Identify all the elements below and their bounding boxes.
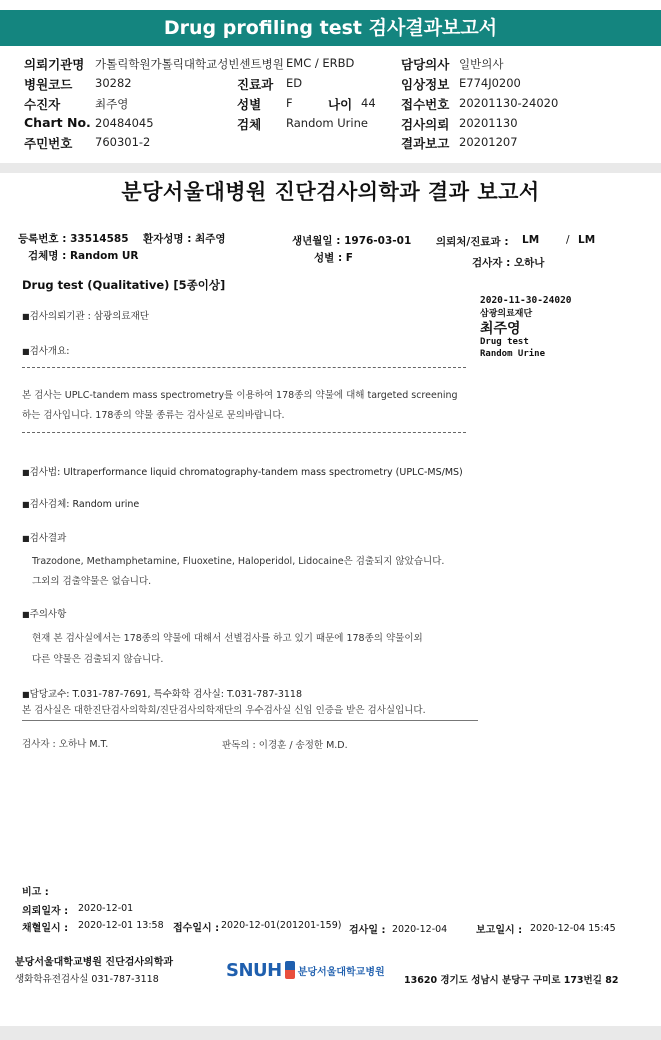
resident-no-value: 760301-2 [95,135,151,149]
address: 13620 경기도 성남시 분당구 구미로 173번길 82 [404,975,619,986]
sex-label: 성별 [237,97,262,112]
chart-no-value: 20484045 [95,116,154,130]
clinic-value: ED [286,76,303,90]
requester-label: 의뢰처/진료과 : [436,236,509,248]
collect-label: 채혈일시 : [22,923,69,934]
result-line-1: Trazodone, Methamphetamine, Fluoxetine, Haloperidol, Lidocaine은 검출되지 않았습니다. [32,556,445,567]
stamp-org: 삼광의료재단 [480,309,533,319]
method-text: 검사법: Ultraperformance liquid chromatography-tandem mass spectrometry (UPLC-MS/MS) [29,467,463,478]
patient-label: 수진자 [24,97,61,112]
receive-label: 접수일시 : [173,923,220,934]
request-date-value-footer: 2020-12-01 [78,903,134,914]
clinical-info-label: 임상정보 [401,77,450,92]
result-heading: ■검사결과 [22,533,67,544]
doctor-label: 담당의사 [401,57,450,72]
caution-heading: ■주의사항 [22,609,67,620]
logo-korean-text: 분당서울대학교병원 [297,966,385,978]
logo-mark-icon [285,961,295,979]
collect-value: 2020-12-01 13:58 [78,920,164,931]
patient-value: 최주영 [95,97,129,111]
chart-no-label: Chart No. [24,115,91,130]
sex-value: F [286,96,293,110]
overview-line-1: 본 검사는 UPLC-tandem mass spectrometry를 이용하여 178종의 약물에 대해 targeted screening [22,390,458,401]
method-section: ■검사법: Ultraperformance liquid chromatography-tandem mass spectrometry (UPLC-MS/MS) [22,467,463,478]
report-date-value: 20201207 [459,135,518,149]
dept-name: 분당서울대학교병원 진단검사의학과 [15,957,174,968]
requester-value-1: LM [522,234,540,246]
clinic-label: 진료과 [237,77,274,92]
page-bottom-band [0,1026,661,1040]
report-sex: 성별 : F [314,252,353,264]
test-date-value: 2020-12-04 [392,924,448,935]
caution-heading-text: 주의사항 [29,609,67,620]
dept-inline-value: EMC / ERBD [286,56,355,70]
section-divider [0,163,661,173]
divider-solid [22,720,478,721]
overview-heading: ■검사개요: [22,346,70,357]
result-line-2: 그외의 검출약물은 없습니다. [32,576,152,587]
request-date-label-footer: 의뢰일자 : [22,906,69,917]
hospital-code-label: 병원코드 [24,77,73,92]
age-label: 나이 [328,97,353,112]
logo-text: SNUH [226,959,282,981]
result-heading-text: 검사결과 [29,533,67,544]
report-date-label: 결과보고 [401,136,450,151]
report-time-label: 보고일시 : [476,925,523,936]
contact-text: 담당교수: T.031-787-7691, 특수화학 검사실: T.031-787-3118 [29,689,302,700]
overview-heading-text: 검사개요: [29,346,70,357]
specimen-text: 검사검체: Random urine [29,499,140,510]
overview-line-2: 하는 검사입니다. 178종의 약물 종류는 검사실로 문의바랍니다. [22,410,285,421]
note-label: 비고 : [22,887,49,898]
reviewer: 판독의 : 이경훈 / 송정한 M.D. [222,740,348,751]
hospital-code-value: 30282 [95,76,132,90]
clinical-info-value: E774J0200 [459,76,521,90]
reg-no: 등록번호 : 33514585 [18,233,129,245]
caution-line-2: 다른 약물은 검출되지 않습니다. [32,654,164,665]
stamp-receipt: 2020-11-30-24020 [480,295,572,306]
tester: 검사자 : 오하나 M.T. [22,739,109,750]
request-org-label: 의뢰기관명 [24,57,85,72]
request-date-label: 검사의뢰 [401,117,450,132]
patient-name: 환자성명 : 최주영 [143,233,226,245]
snuh-logo [226,957,385,983]
requester-value-2: LM [578,234,596,246]
report-examiner: 검사자 : 오하나 [472,257,545,269]
test-date-label: 검사일 : [349,925,386,936]
age-value: 44 [361,96,376,110]
lab-phone: 생화학유전검사실 031-787-3118 [15,974,159,985]
divider-dashed [22,432,466,433]
agency-text: 검사의뢰기관 : 삼광의료재단 [29,311,149,322]
specimen-value: Random Urine [286,116,368,130]
specimen-section: ■검사검체: Random urine [22,499,140,510]
request-org-value: 가톨릭학원가톨릭대학교성빈센트병원 [95,57,284,71]
contact-section: ■담당교수: T.031-787-7691, 특수화학 검사실: T.031-787-3118 [22,689,302,700]
receipt-no-value: 20201130-24020 [459,96,559,110]
doctor-value: 일반의사 [459,57,504,71]
specimen-name: 검체명 : Random UR [28,250,139,262]
certification-text: 본 검사실은 대한진단검사의학회/진단검사의학재단의 우수검사실 신임 인증을 받은 검사실입니다. [22,705,426,716]
stamp-name: 최주영 [480,321,521,337]
resident-no-label: 주민번호 [24,136,73,151]
report-banner-title: Drug profiling test 검사결과보고서 [0,10,661,46]
divider-dashed [22,367,466,368]
test-title: Drug test (Qualitative) [5종이상] [22,278,226,292]
stamp-test: Drug test [480,337,529,347]
agency-section: ■검사의뢰기관 : 삼광의료재단 [22,311,149,322]
caution-line-1: 현재 본 검사실에서는 178종의 약물에 대해서 선별검사를 하고 있기 때문에 178종의 약물이외 [32,633,423,644]
receive-value: 2020-12-01(201201-159) [221,920,342,931]
requester-separator: / [566,234,570,246]
specimen-label: 검체 [237,117,262,132]
birth-date: 생년월일 : 1976-03-01 [292,235,412,247]
receipt-no-label: 접수번호 [401,97,450,112]
request-date-value: 20201130 [459,116,518,130]
stamp-specimen: Random Urine [480,349,546,359]
report-time-value: 2020-12-04 15:45 [530,923,616,934]
report-title: 분당서울대병원 진단검사의학과 결과 보고서 [121,180,540,204]
